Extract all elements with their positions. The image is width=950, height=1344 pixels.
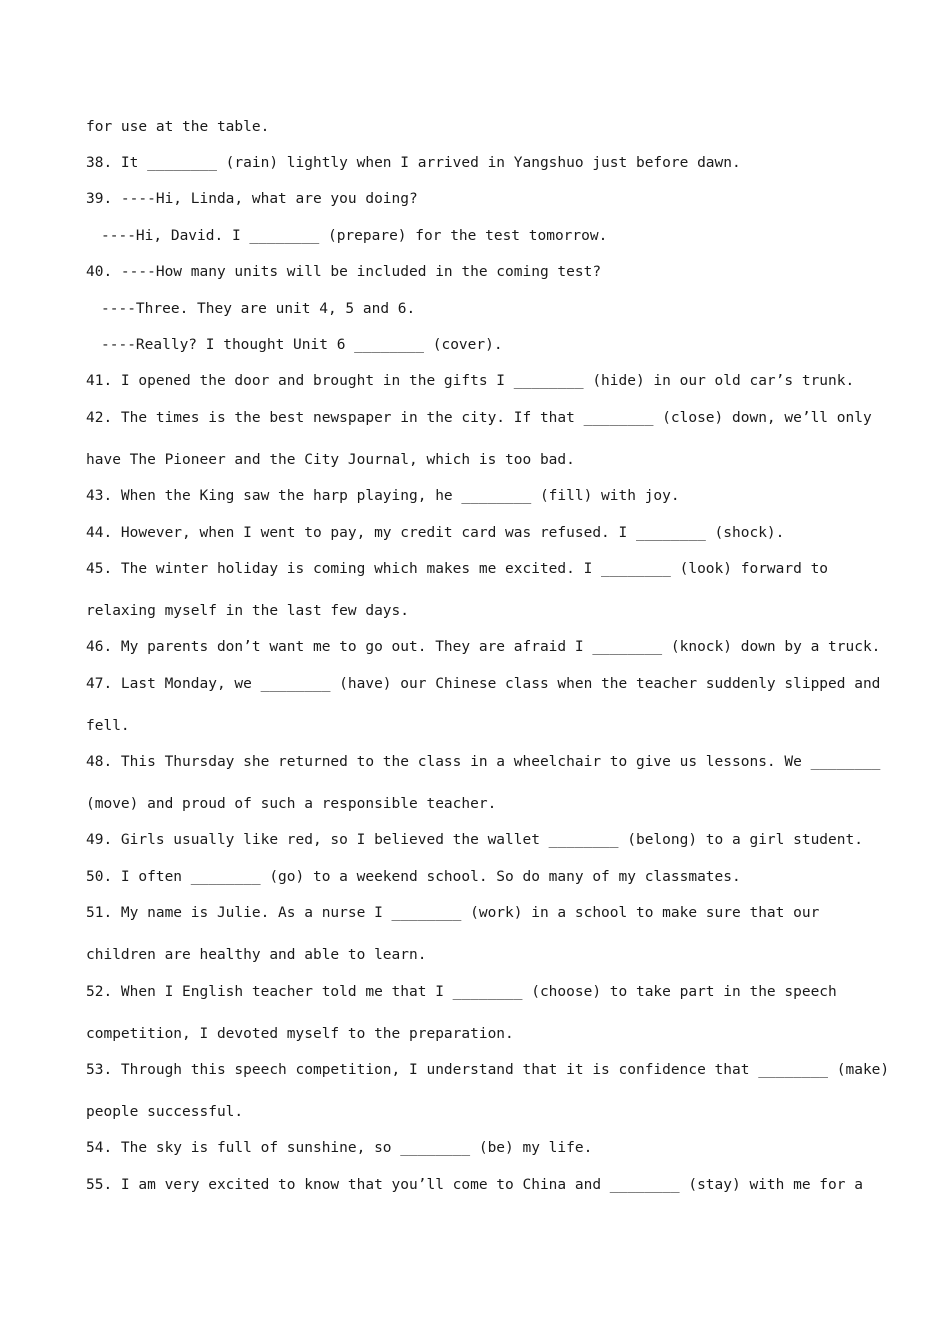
question-52-cont: competition, I devoted myself to the preparation. xyxy=(86,1026,514,1042)
question-50: 50. I often ________ (go) to a weekend school. So do many of my classmates. xyxy=(86,869,741,885)
question-51: 51. My name is Julie. As a nurse I ________ (work) in a school to make sure that our xyxy=(86,905,820,921)
question-45: 45. The winter holiday is coming which makes me excited. I ________ (look) forward to xyxy=(86,561,829,577)
question-48-cont: (move) and proud of such a responsible teacher. xyxy=(86,796,497,812)
question-52: 52. When I English teacher told me that I ________ (choose) to take part in the speech xyxy=(86,984,837,1000)
question-53: 53. Through this speech competition, I understand that it is confidence that ________ (make) xyxy=(86,1062,890,1078)
question-41: 41. I opened the door and brought in the gifts I ________ (hide) in our old car’s trunk. xyxy=(86,373,855,389)
question-55: 55. I am very excited to know that you’ll come to China and ________ (stay) with me for a xyxy=(86,1177,863,1193)
question-43: 43. When the King saw the harp playing, he ________ (fill) with joy. xyxy=(86,488,680,504)
text-line: for use at the table. xyxy=(86,119,270,135)
question-40: 40. ----How many units will be included in the coming test? xyxy=(86,264,602,280)
question-40-reply: ----Three. They are unit 4, 5 and 6. xyxy=(101,301,416,317)
question-47-cont: fell. xyxy=(86,718,130,734)
question-44: 44. However, when I went to pay, my credit card was refused. I ________ (shock). xyxy=(86,525,785,541)
question-38: 38. It ________ (rain) lightly when I arrived in Yangshuo just before dawn. xyxy=(86,155,741,171)
question-47: 47. Last Monday, we ________ (have) our Chinese class when the teacher suddenly slipped and xyxy=(86,676,881,692)
question-39-reply: ----Hi, David. I ________ (prepare) for the test tomorrow. xyxy=(101,228,608,244)
question-51-cont: children are healthy and able to learn. xyxy=(86,947,427,963)
question-54: 54. The sky is full of sunshine, so ________ (be) my life. xyxy=(86,1140,593,1156)
question-42-cont: have The Pioneer and the City Journal, which is too bad. xyxy=(86,452,575,468)
question-49: 49. Girls usually like red, so I believed the wallet ________ (belong) to a girl student. xyxy=(86,832,863,848)
question-45-cont: relaxing myself in the last few days. xyxy=(86,603,410,619)
question-46: 46. My parents don’t want me to go out. They are afraid I ________ (knock) down by a truck. xyxy=(86,639,881,655)
question-53-cont: people successful. xyxy=(86,1104,244,1120)
question-40-reply-2: ----Really? I thought Unit 6 ________ (cover). xyxy=(101,337,503,353)
question-39: 39. ----Hi, Linda, what are you doing? xyxy=(86,191,418,207)
question-48: 48. This Thursday she returned to the class in a wheelchair to give us lessons. We ________ xyxy=(86,754,881,770)
question-42: 42. The times is the best newspaper in the city. If that ________ (close) down, we’ll only xyxy=(86,410,872,426)
